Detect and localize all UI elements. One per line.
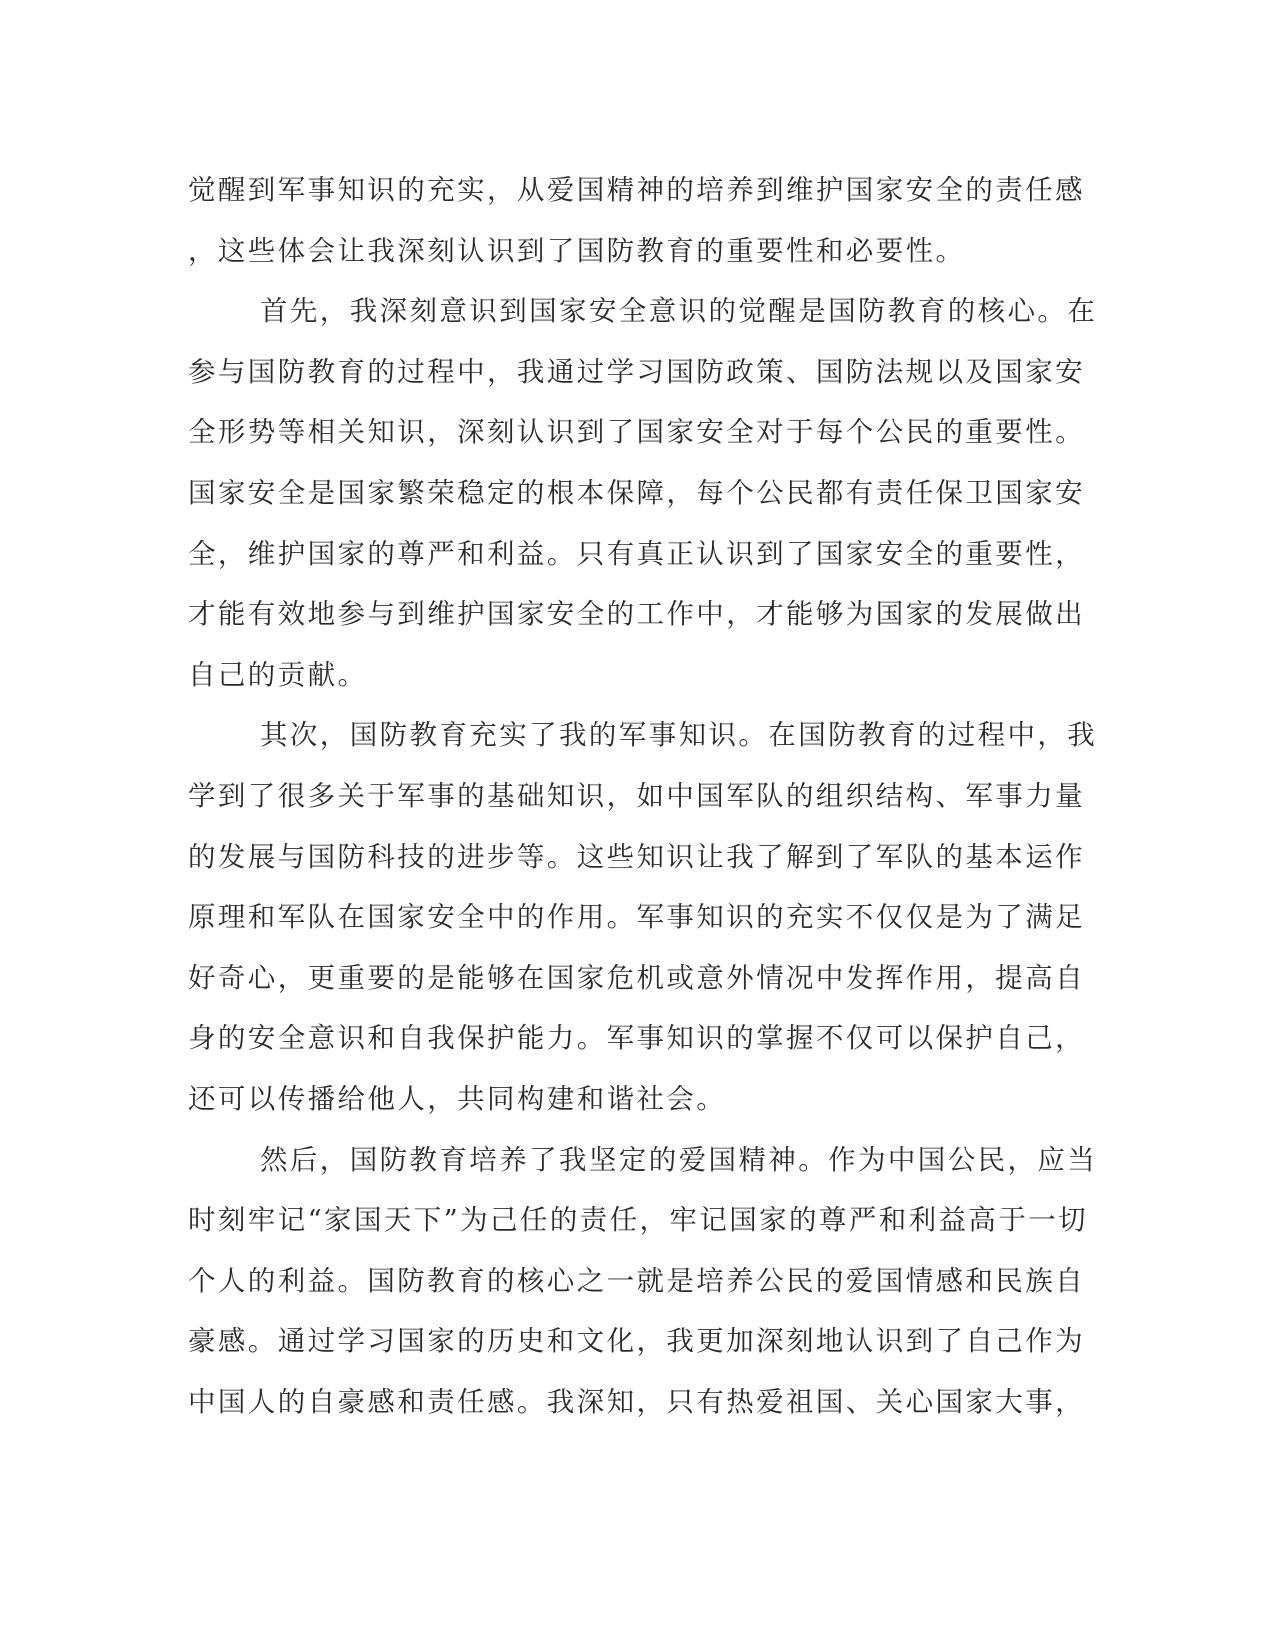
paragraph-3	[188, 705, 1098, 1129]
document-body	[188, 160, 1098, 1432]
paragraph-4	[188, 1130, 1098, 1433]
paragraph-line: 参与国防教育的过程中，我通过学习国防政策、国防法规以及国家安	[188, 355, 1085, 388]
paragraph-line: 的发展与国防科技的进步等。这些知识让我了解到了军队的基本运作	[188, 840, 1085, 873]
paragraph-line: 还可以传播给他人，共同构建和谐社会。	[188, 1082, 727, 1115]
paragraph-line: 时刻牢记“家国天下”为己任的责任，牢记国家的尊严和利益高于一切	[188, 1204, 1089, 1237]
paragraph-line: 豪感。通过学习国家的历史和文化，我更加深刻地认识到了自己作为	[188, 1325, 1085, 1358]
paragraph-2	[188, 281, 1098, 705]
paragraph-line: 国家安全是国家繁荣稳定的根本保障，每个公民都有责任保卫国家安	[188, 476, 1085, 509]
paragraph-line: 个人的利益。国防教育的核心之一就是培养公民的爱国情感和民族自	[188, 1264, 1085, 1297]
paragraph-first-line: 然后，国防教育培养了我坚定的爱国精神。作为中国公民，应当	[260, 1143, 1098, 1176]
paragraph-line: 自己的贡献。	[188, 658, 368, 691]
paragraph-line: 全，维护国家的尊严和利益。只有真正认识到了国家安全的重要性，	[188, 537, 1085, 570]
paragraph-line: 全形势等相关知识，深刻认识到了国家安全对于每个公民的重要性。	[188, 416, 1085, 449]
paragraph-first-line: 其次，国防教育充实了我的军事知识。在国防教育的过程中，我	[260, 719, 1098, 752]
paragraph-line: 好奇心，更重要的是能够在国家危机或意外情况中发挥作用，提高自	[188, 961, 1085, 994]
paragraph-line: 身的安全意识和自我保护能力。军事知识的掌握不仅可以保护自己，	[188, 1022, 1085, 1055]
paragraph-line: 中国人的自豪感和责任感。我深知，只有热爱祖国、关心国家大事，	[188, 1385, 1085, 1418]
paragraph-first-line: 首先，我深刻意识到国家安全意识的觉醒是国防教育的核心。在	[260, 295, 1098, 328]
paragraph-line: 才能有效地参与到维护国家安全的工作中，才能够为国家的发展做出	[188, 598, 1085, 631]
paragraph-line: 觉醒到军事知识的充实，从爱国精神的培养到维护国家安全的责任感	[188, 174, 1085, 206]
paragraph-line: 原理和军队在国家安全中的作用。军事知识的充实不仅仅是为了满足	[188, 901, 1085, 934]
paragraph-line: ，这些体会让我深刻认识到了国防教育的重要性和必要性。	[188, 234, 966, 267]
paragraph-1	[188, 160, 1088, 281]
paragraph-line: 学到了很多关于军事的基础知识，如中国军队的组织结构、军事力量	[188, 779, 1085, 812]
